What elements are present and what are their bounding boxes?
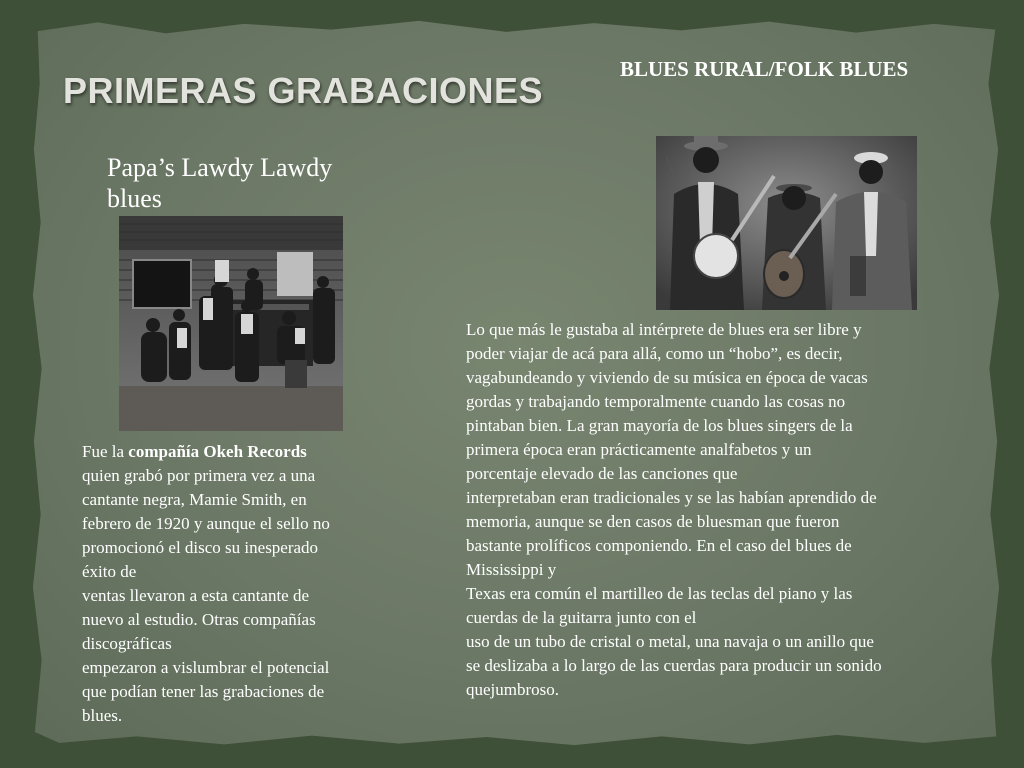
paragraph-line: poder viajar de acá para allá, como un “hobo”, es decir, [466, 344, 843, 363]
paragraph-text: Fue la [82, 442, 129, 461]
band-room-photo [119, 216, 343, 431]
paragraph-line: uso de un tubo de cristal o metal, una navaja o un anillo que [466, 632, 874, 651]
paragraph-line: vagabundeando y viviendo de su música en época de vacas [466, 368, 868, 387]
paragraph-line: empezaron a vislumbrar el potencial [82, 658, 330, 677]
blues-trio-photo [656, 136, 917, 310]
blues-life-paragraph [466, 318, 996, 702]
paragraph-line: primera época eran prácticamente analfabetos y un [466, 440, 812, 459]
paragraph-line: se deslizaba a lo largo de las cuerdas para producir un sonido [466, 656, 882, 675]
paragraph-line: que podían tener las grabaciones de [82, 682, 325, 701]
paragraph-line: Texas era común el martilleo de las teclas del piano y las [466, 584, 853, 603]
paragraph-line: discográficas [82, 634, 172, 653]
song-title: Papa’s Lawdy Lawdy blues [107, 153, 333, 213]
paragraph-line: blues. [82, 706, 123, 725]
paragraph-line: bastante prolíficos componiendo. En el caso del blues de [466, 536, 852, 555]
paragraph-line: interpretaban eran tradicionales y se las habían aprendido de [466, 488, 877, 507]
paragraph-line: cuerdas de la guitarra junto con el [466, 608, 697, 627]
okeh-records-paragraph [82, 440, 402, 728]
paragraph-line: quien grabó por primera vez a una [82, 466, 316, 485]
paragraph-line: pintaban bien. La gran mayoría de los blues singers de la [466, 416, 853, 435]
paragraph-line: gordas y trabajando temporalmente cuando las cosas no [466, 392, 846, 411]
paragraph-line: febrero de 1920 y aunque el sello no [82, 514, 330, 533]
okeh-records-emphasis: compañía Okeh Records [128, 442, 307, 461]
paragraph-line: Mississippi y [466, 560, 557, 579]
section-heading: BLUES RURAL/FOLK BLUES [620, 57, 909, 81]
paragraph-line: Lo que más le gustaba al intérprete de blues era ser libre y [466, 320, 862, 339]
paragraph-line [82, 440, 402, 464]
paragraph-line: éxito de [82, 562, 137, 581]
paragraph-line: porcentaje elevado de las canciones que [466, 464, 738, 483]
paragraph-line: cantante negra, Mamie Smith, en [82, 490, 307, 509]
paragraph-line: nuevo al estudio. Otras compañías [82, 610, 316, 629]
paragraph-line: memoria, aunque se den casos de bluesman que fueron [466, 512, 840, 531]
paragraph-line: ventas llevaron a esta cantante de [82, 586, 310, 605]
paragraph-line: promocionó el disco su inesperado [82, 538, 319, 557]
paragraph-line: quejumbroso. [466, 680, 560, 699]
slide-title: PRIMERAS GRABACIONES [63, 70, 544, 111]
